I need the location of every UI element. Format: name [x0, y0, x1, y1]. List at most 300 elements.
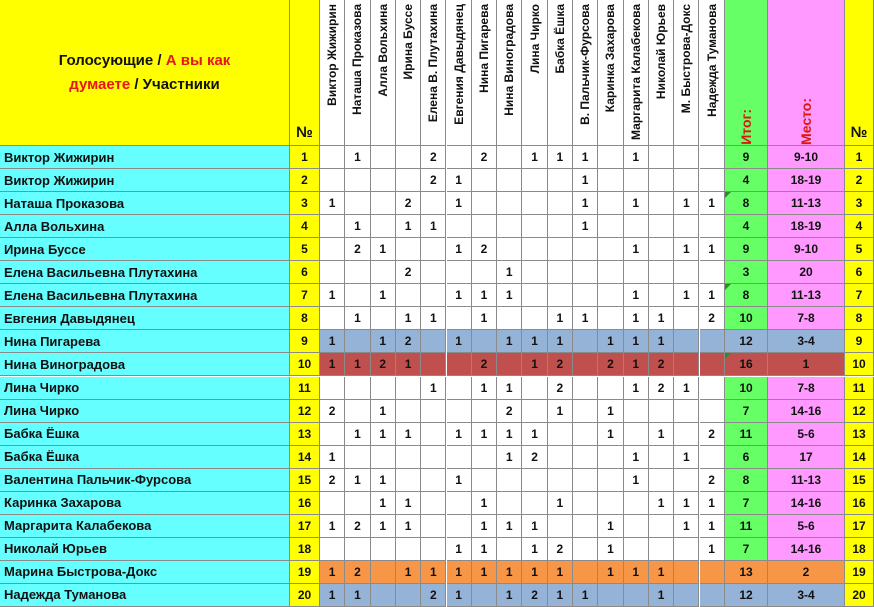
total-cell: 16 — [725, 353, 768, 376]
vote-cell — [624, 584, 649, 607]
vote-cell: 1 — [447, 169, 472, 192]
place-cell: 18-19 — [768, 169, 845, 192]
vote-cell: 1 — [700, 515, 725, 538]
vote-cell — [371, 192, 396, 215]
vote-cell: 2 — [396, 261, 421, 284]
row-number-right: 18 — [845, 538, 874, 561]
vote-cell: 1 — [700, 238, 725, 261]
vote-cell: 1 — [320, 353, 345, 376]
vote-cell — [674, 169, 699, 192]
vote-cell — [497, 215, 522, 238]
vote-cell — [674, 353, 699, 376]
vote-cell — [700, 330, 725, 353]
voter-header — [497, 0, 522, 146]
place-cell: 7-8 — [768, 377, 845, 400]
vote-cell: 2 — [598, 353, 623, 376]
row-number: 10 — [290, 353, 320, 376]
vote-cell — [447, 146, 472, 169]
vote-cell: 1 — [421, 215, 446, 238]
vote-cell — [396, 238, 421, 261]
vote-cell — [497, 469, 522, 492]
vote-cell: 1 — [371, 284, 396, 307]
participant-name: Каринка Захарова — [0, 492, 290, 515]
vote-cell — [624, 400, 649, 423]
participant-name: Виктор Жижирин — [0, 169, 290, 192]
vote-cell — [649, 146, 674, 169]
vote-cell — [573, 261, 598, 284]
place-cell: 14-16 — [768, 538, 845, 561]
vote-cell — [624, 538, 649, 561]
vote-cell — [598, 446, 623, 469]
vote-cell: 1 — [649, 584, 674, 607]
vote-cell — [674, 307, 699, 330]
participant-name: Маргарита Калабекова — [0, 515, 290, 538]
vote-cell: 1 — [447, 238, 472, 261]
vote-cell: 1 — [649, 307, 674, 330]
comment-marker — [725, 353, 731, 359]
comment-marker — [725, 284, 731, 290]
vote-cell: 2 — [522, 446, 547, 469]
vote-cell — [447, 377, 472, 400]
row-number-right: 4 — [845, 215, 874, 238]
place-cell: 5-6 — [768, 515, 845, 538]
voter-header — [522, 0, 547, 146]
voter-header — [700, 0, 725, 146]
vote-cell — [447, 215, 472, 238]
vote-cell: 1 — [371, 492, 396, 515]
voter-name: Евгения Давыдянец — [451, 4, 466, 125]
participant-name: Елена Васильевна Плутахина — [0, 261, 290, 284]
participant-name: Алла Вольхина — [0, 215, 290, 238]
vote-cell: 1 — [320, 584, 345, 607]
vote-cell: 2 — [649, 353, 674, 376]
vote-cell: 1 — [472, 561, 497, 584]
vote-cell: 1 — [421, 377, 446, 400]
vote-cell — [320, 238, 345, 261]
row-number: 3 — [290, 192, 320, 215]
vote-cell — [497, 538, 522, 561]
vote-cell: 1 — [345, 469, 370, 492]
vote-cell: 1 — [598, 400, 623, 423]
vote-cell — [345, 284, 370, 307]
corner-question-end: думаете — [69, 75, 131, 93]
row-number: 16 — [290, 492, 320, 515]
vote-cell: 1 — [649, 423, 674, 446]
vote-cell: 1 — [396, 423, 421, 446]
vote-cell — [320, 215, 345, 238]
vote-cell: 1 — [700, 192, 725, 215]
vote-cell: 1 — [624, 307, 649, 330]
vote-cell: 1 — [573, 584, 598, 607]
vote-cell — [447, 492, 472, 515]
vote-cell — [320, 492, 345, 515]
vote-cell: 1 — [674, 446, 699, 469]
vote-cell — [472, 169, 497, 192]
vote-cell — [598, 284, 623, 307]
total-cell: 8 — [725, 469, 768, 492]
vote-cell — [548, 423, 573, 446]
comment-marker — [725, 192, 731, 198]
vote-cell — [522, 307, 547, 330]
vote-cell: 2 — [700, 307, 725, 330]
vote-cell: 2 — [396, 192, 421, 215]
vote-cell — [396, 446, 421, 469]
vote-cell — [447, 400, 472, 423]
vote-cell — [497, 353, 522, 376]
vote-cell — [371, 146, 396, 169]
vote-cell — [522, 192, 547, 215]
place-cell: 20 — [768, 261, 845, 284]
row-number: 9 — [290, 330, 320, 353]
vote-cell: 2 — [548, 377, 573, 400]
vote-cell: 1 — [522, 330, 547, 353]
vote-cell — [573, 423, 598, 446]
vote-cell — [396, 169, 421, 192]
participant-name: Наташа Проказова — [0, 192, 290, 215]
place-cell: 14-16 — [768, 492, 845, 515]
row-number: 6 — [290, 261, 320, 284]
vote-cell — [371, 584, 396, 607]
row-number: 8 — [290, 307, 320, 330]
vote-cell — [674, 400, 699, 423]
vote-cell — [624, 515, 649, 538]
row-number: 18 — [290, 538, 320, 561]
voter-header — [548, 0, 573, 146]
vote-cell — [649, 238, 674, 261]
vote-cell: 1 — [700, 284, 725, 307]
vote-cell — [598, 215, 623, 238]
vote-cell: 1 — [497, 561, 522, 584]
vote-cell: 1 — [447, 584, 472, 607]
total-cell: 10 — [725, 377, 768, 400]
vote-cell — [598, 377, 623, 400]
place-label: Место: — [798, 98, 814, 145]
vote-cell: 2 — [649, 377, 674, 400]
vote-cell — [573, 377, 598, 400]
vote-cell — [548, 238, 573, 261]
total-cell: 12 — [725, 330, 768, 353]
vote-cell — [674, 215, 699, 238]
vote-cell: 1 — [497, 423, 522, 446]
row-number: 5 — [290, 238, 320, 261]
vote-cell — [624, 261, 649, 284]
vote-cell — [598, 584, 623, 607]
total-cell: 3 — [725, 261, 768, 284]
vote-cell: 1 — [522, 423, 547, 446]
row-number: 13 — [290, 423, 320, 446]
vote-cell — [700, 446, 725, 469]
vote-cell: 1 — [345, 423, 370, 446]
vote-cell — [573, 446, 598, 469]
vote-cell — [674, 146, 699, 169]
total-cell: 13 — [725, 561, 768, 584]
vote-cell — [522, 400, 547, 423]
voter-name: Нина Пигарева — [476, 4, 491, 93]
vote-cell: 2 — [472, 238, 497, 261]
total-header — [725, 0, 768, 146]
vote-cell — [345, 330, 370, 353]
row-number-right: 20 — [845, 584, 874, 607]
vote-cell: 1 — [624, 469, 649, 492]
vote-cell: 1 — [573, 192, 598, 215]
vote-cell — [674, 330, 699, 353]
vote-cell: 1 — [573, 215, 598, 238]
voter-name: В. Пальчик-Фурсова — [578, 4, 593, 125]
vote-cell — [573, 561, 598, 584]
vote-cell — [345, 169, 370, 192]
vote-cell — [447, 446, 472, 469]
vote-cell: 1 — [624, 330, 649, 353]
vote-cell — [548, 515, 573, 538]
vote-cell: 1 — [548, 561, 573, 584]
vote-cell — [649, 284, 674, 307]
vote-cell: 1 — [345, 307, 370, 330]
row-number: 7 — [290, 284, 320, 307]
vote-cell — [320, 307, 345, 330]
vote-cell — [649, 446, 674, 469]
row-number-right: 8 — [845, 307, 874, 330]
row-number: 2 — [290, 169, 320, 192]
vote-cell: 1 — [371, 515, 396, 538]
row-number-right: 13 — [845, 423, 874, 446]
vote-cell: 1 — [472, 284, 497, 307]
voter-header — [649, 0, 674, 146]
vote-cell: 1 — [320, 515, 345, 538]
vote-cell: 1 — [447, 469, 472, 492]
vote-cell — [700, 169, 725, 192]
vote-cell: 1 — [674, 492, 699, 515]
vote-cell: 1 — [573, 146, 598, 169]
vote-cell: 1 — [472, 377, 497, 400]
vote-cell — [472, 192, 497, 215]
vote-cell — [522, 238, 547, 261]
vote-cell — [573, 492, 598, 515]
vote-cell — [649, 192, 674, 215]
vote-cell — [598, 261, 623, 284]
vote-cell — [573, 400, 598, 423]
vote-cell: 1 — [396, 215, 421, 238]
vote-cell — [371, 169, 396, 192]
row-number-right: 19 — [845, 561, 874, 584]
vote-cell: 1 — [674, 515, 699, 538]
voter-header — [598, 0, 623, 146]
vote-cell: 1 — [472, 307, 497, 330]
participant-name: Ирина Буссе — [0, 238, 290, 261]
vote-cell — [497, 192, 522, 215]
vote-cell — [700, 400, 725, 423]
participant-name: Нина Виноградова — [0, 353, 290, 376]
vote-cell — [624, 492, 649, 515]
participant-name: Елена Васильевна Плутахина — [0, 284, 290, 307]
vote-cell: 1 — [674, 284, 699, 307]
participant-name: Марина Быстрова-Докс — [0, 561, 290, 584]
vote-cell — [472, 469, 497, 492]
vote-cell: 1 — [497, 446, 522, 469]
vote-cell — [371, 261, 396, 284]
vote-cell — [497, 146, 522, 169]
corner-participants: / Участники — [134, 75, 220, 93]
vote-cell: 1 — [421, 561, 446, 584]
vote-cell: 1 — [700, 492, 725, 515]
voter-name: Алла Вольхина — [375, 4, 390, 97]
vote-cell: 1 — [396, 492, 421, 515]
vote-cell — [345, 446, 370, 469]
row-number: 4 — [290, 215, 320, 238]
voter-header — [674, 0, 699, 146]
row-number-right: 11 — [845, 377, 874, 400]
vote-cell: 1 — [497, 261, 522, 284]
place-cell: 9-10 — [768, 238, 845, 261]
voter-name: Нина Виноградова — [502, 4, 517, 116]
participant-name: Валентина Пальчик-Фурсова — [0, 469, 290, 492]
vote-cell: 1 — [674, 377, 699, 400]
vote-cell — [320, 538, 345, 561]
voter-name: Бабка Ёшка — [552, 4, 567, 74]
vote-cell — [649, 400, 674, 423]
vote-cell: 1 — [371, 238, 396, 261]
vote-cell — [598, 469, 623, 492]
participant-name: Надежда Туманова — [0, 584, 290, 607]
vote-cell — [396, 400, 421, 423]
vote-cell: 1 — [548, 400, 573, 423]
place-cell: 11-13 — [768, 192, 845, 215]
voter-header — [371, 0, 396, 146]
voter-name: Елена В. Плутахина — [426, 4, 441, 123]
place-cell: 7-8 — [768, 307, 845, 330]
vote-cell — [522, 284, 547, 307]
row-number-right: 1 — [845, 146, 874, 169]
vote-cell: 2 — [548, 538, 573, 561]
vote-cell: 1 — [649, 561, 674, 584]
vote-cell: 2 — [421, 169, 446, 192]
vote-cell: 2 — [345, 238, 370, 261]
total-cell: 4 — [725, 215, 768, 238]
place-cell: 17 — [768, 446, 845, 469]
vote-cell — [700, 215, 725, 238]
vote-cell — [396, 377, 421, 400]
vote-cell: 1 — [522, 515, 547, 538]
vote-cell — [472, 584, 497, 607]
row-number-right: 9 — [845, 330, 874, 353]
row-number-right: 10 — [845, 353, 874, 376]
vote-cell — [447, 353, 472, 376]
vote-cell — [421, 261, 446, 284]
vote-cell — [345, 492, 370, 515]
vote-cell — [421, 330, 446, 353]
vote-cell — [497, 169, 522, 192]
vote-cell — [421, 192, 446, 215]
vote-cell: 1 — [548, 330, 573, 353]
total-cell: 11 — [725, 423, 768, 446]
vote-cell — [371, 215, 396, 238]
vote-cell: 1 — [371, 400, 396, 423]
row-number-right: 6 — [845, 261, 874, 284]
vote-cell — [522, 215, 547, 238]
row-number-right: 5 — [845, 238, 874, 261]
vote-cell — [548, 469, 573, 492]
vote-cell: 1 — [674, 238, 699, 261]
voter-name: Ирина Буссе — [401, 4, 416, 80]
vote-cell — [421, 423, 446, 446]
vote-cell: 2 — [700, 469, 725, 492]
corner-title — [59, 49, 231, 97]
vote-cell: 2 — [421, 146, 446, 169]
vote-cell — [320, 423, 345, 446]
vote-cell: 1 — [624, 561, 649, 584]
place-cell: 2 — [768, 561, 845, 584]
vote-cell: 1 — [345, 215, 370, 238]
voter-header — [573, 0, 598, 146]
vote-cell: 1 — [447, 423, 472, 446]
vote-cell — [320, 169, 345, 192]
total-label: Итог: — [738, 109, 754, 145]
vote-cell: 1 — [522, 538, 547, 561]
vote-cell: 1 — [345, 146, 370, 169]
vote-cell — [497, 238, 522, 261]
vote-cell: 1 — [674, 192, 699, 215]
participant-name: Бабка Ёшка — [0, 423, 290, 446]
voter-name: Каринка Захарова — [603, 4, 618, 113]
vote-cell: 1 — [598, 330, 623, 353]
vote-cell: 1 — [320, 561, 345, 584]
vote-cell: 1 — [345, 584, 370, 607]
vote-cell: 2 — [700, 423, 725, 446]
vote-cell: 1 — [522, 561, 547, 584]
vote-cell — [371, 538, 396, 561]
vote-cell — [421, 238, 446, 261]
row-number: 20 — [290, 584, 320, 607]
vote-cell — [649, 215, 674, 238]
vote-cell: 2 — [548, 353, 573, 376]
row-number: 19 — [290, 561, 320, 584]
vote-cell — [345, 377, 370, 400]
vote-cell — [472, 215, 497, 238]
place-cell: 9-10 — [768, 146, 845, 169]
row-number-right: 12 — [845, 400, 874, 423]
participant-name: Виктор Жижирин — [0, 146, 290, 169]
vote-cell: 1 — [396, 515, 421, 538]
vote-cell: 1 — [548, 307, 573, 330]
vote-cell — [649, 515, 674, 538]
row-number-right: 7 — [845, 284, 874, 307]
vote-cell: 1 — [598, 423, 623, 446]
total-cell: 7 — [725, 492, 768, 515]
vote-cell — [649, 538, 674, 561]
vote-cell: 1 — [447, 538, 472, 561]
voter-name: М. Быстрова-Докс — [679, 4, 694, 114]
vote-cell: 1 — [548, 492, 573, 515]
row-number-right: 2 — [845, 169, 874, 192]
vote-cell — [649, 169, 674, 192]
participant-name: Николай Юрьев — [0, 538, 290, 561]
vote-cell: 1 — [447, 284, 472, 307]
total-cell: 11 — [725, 515, 768, 538]
row-number-right: 14 — [845, 446, 874, 469]
vote-cell — [624, 423, 649, 446]
vote-cell: 1 — [649, 492, 674, 515]
vote-cell — [700, 146, 725, 169]
participant-name: Нина Пигарева — [0, 330, 290, 353]
total-cell: 7 — [725, 538, 768, 561]
vote-cell: 2 — [472, 353, 497, 376]
place-cell: 3-4 — [768, 584, 845, 607]
vote-cell — [472, 446, 497, 469]
vote-cell — [598, 192, 623, 215]
place-cell: 14-16 — [768, 400, 845, 423]
vote-cell: 1 — [700, 538, 725, 561]
participant-name: Лина Чирко — [0, 377, 290, 400]
vote-cell: 1 — [396, 561, 421, 584]
